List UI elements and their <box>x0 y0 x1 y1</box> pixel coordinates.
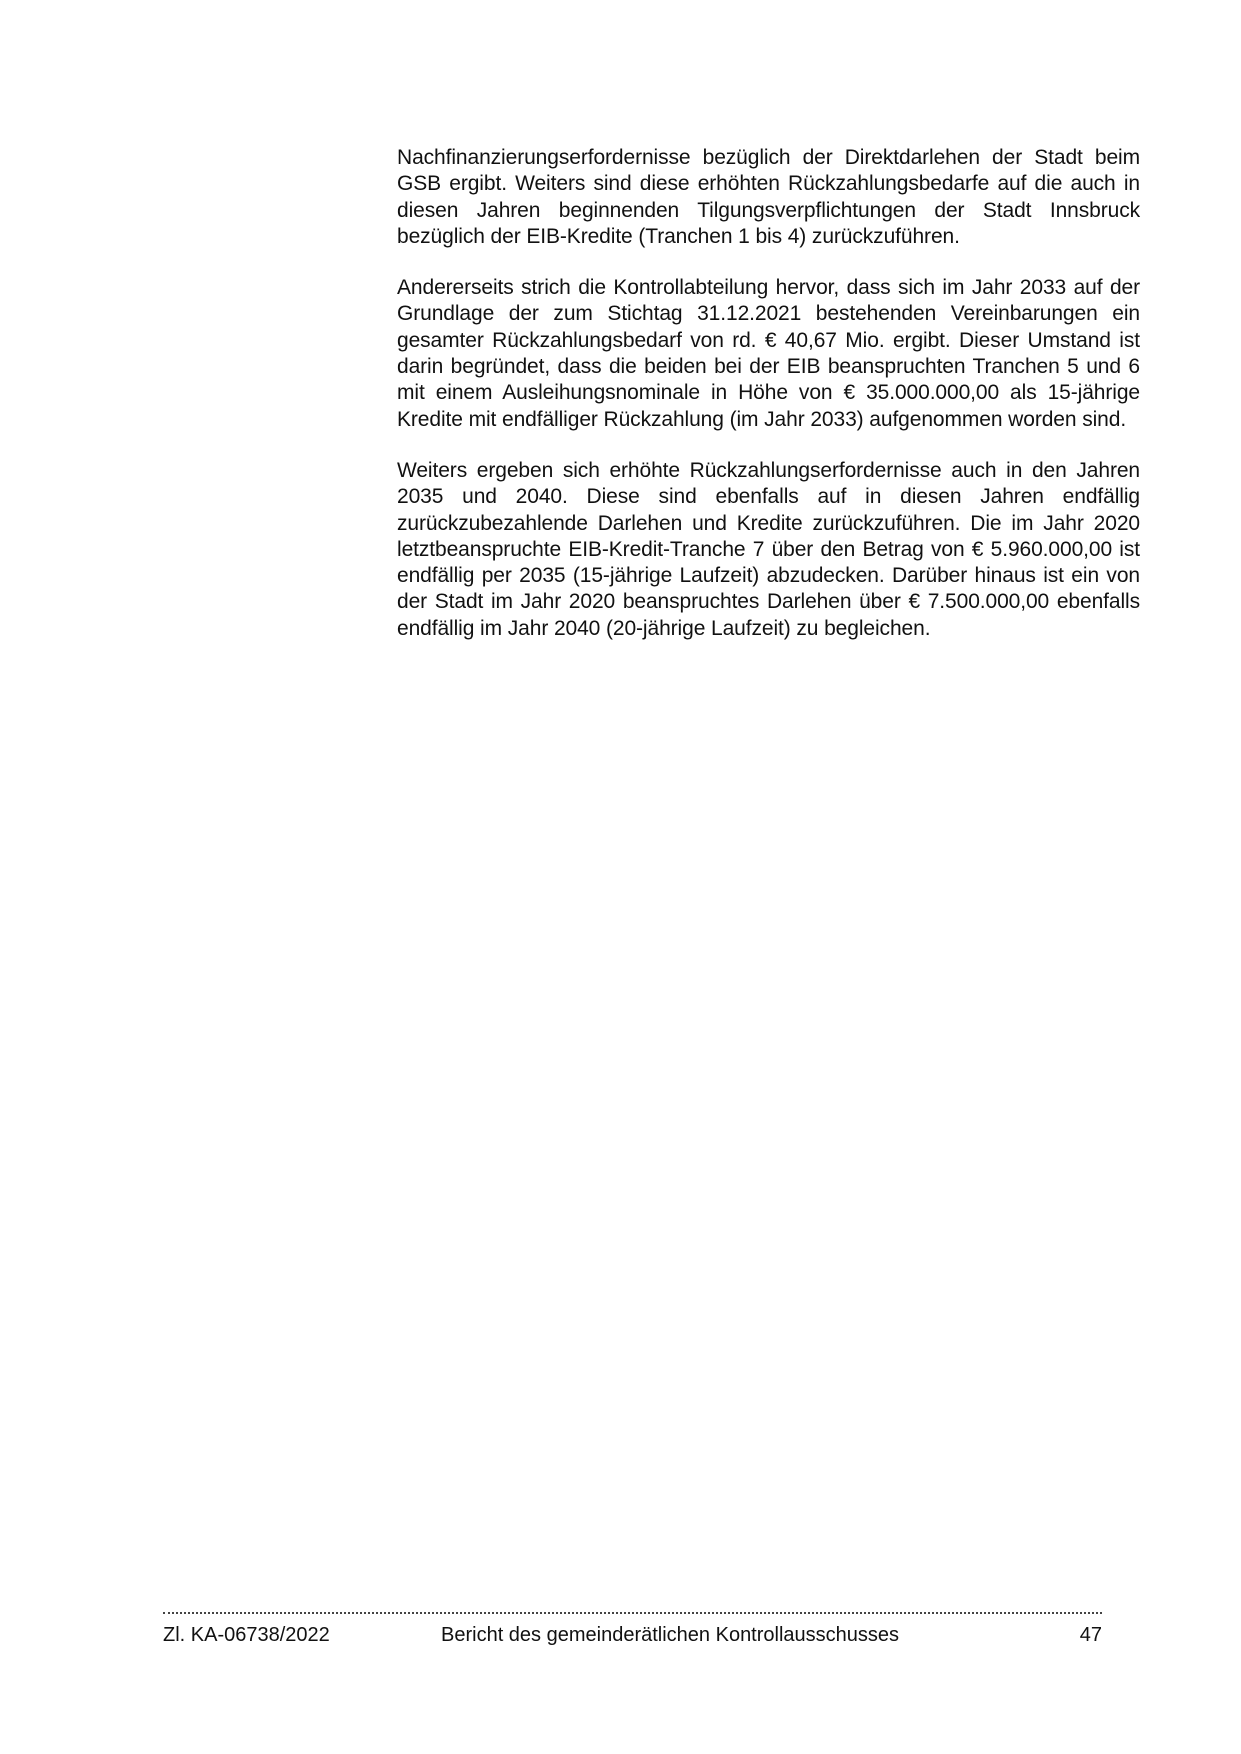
body-text <box>397 145 1140 667</box>
page-footer <box>163 1612 1102 1652</box>
paragraph-3: Weiters ergeben sich erhöhte Rückzahlungserfordernisse auch in den Jahren 2035 und 2040. Diese sind ebenfalls auf in diesen Jahren endfällig zurückzubezahlende Darlehen und Kredite zurückzuführen. Die im Jahr 2020 letztbeanspruchte EIB-Kredit-Tranche 7 über den Betrag von € 5.960.000,00 ist endfällig per 2035 (15-jährige Laufzeit) abzudecken. Darüber hinaus ist ein von der Stadt im Jahr 2020 beanspruchtes Darlehen über € 7.500.000,00 ebenfalls endfällig im Jahr 2040 (20-jährige Laufzeit) zu begleichen. <box>397 458 1140 640</box>
page-number: 47 <box>1079 1624 1102 1646</box>
paragraph-1: Nachfinanzierungserfordernisse bezüglich der Direktdarlehen der Stadt beim GSB ergibt. Weiters sind diese erhöhten Rückzahlungsbedarfe auf die auch in diesen Jahren beginnenden Tilgungsverpflichtungen der Stadt Innsbruck bezüglich der EIB-Kredite (Tranchen 1 bis 4) zurückzuführen. <box>397 146 1140 248</box>
report-title: Bericht des gemeinderätlichen Kontrollausschusses <box>441 1624 900 1646</box>
paragraph-2: Andererseits strich die Kontrollabteilung hervor, dass sich im Jahr 2033 auf der Grundlage der zum Stichtag 31.12.2021 bestehenden Vereinbarungen ein gesamter Rückzahlungsbedarf von rd. € 40,67 Mio. ergibt. Dieser Umstand ist darin begründet, dass die beiden bei der EIB beanspruchten Tranchen 5 und 6 mit einem Ausleihungsnominale in Höhe von € 35.000.000,00 als 15-jährige Kredite mit endfälliger Rückzahlung (im Jahr 2033) aufgenommen worden sind. <box>397 276 1140 431</box>
document-reference: Zl. KA-06738/2022 <box>163 1624 330 1646</box>
footer-row <box>163 1622 1102 1652</box>
footer-divider <box>163 1612 1102 1614</box>
